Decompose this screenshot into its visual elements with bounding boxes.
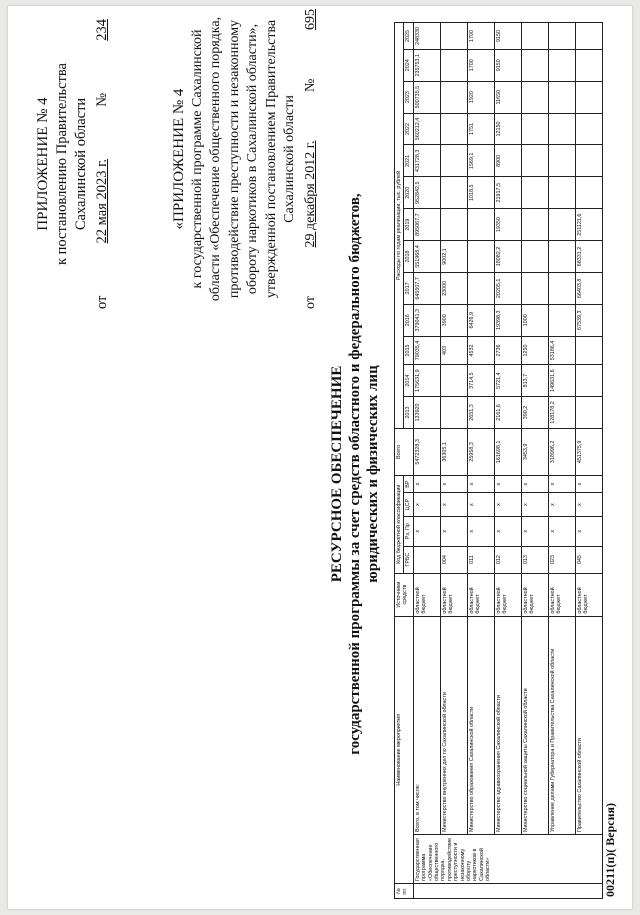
title-line: государственной программы за счет средств областного и федерального бюджетов, <box>347 193 363 755</box>
cell-year-value <box>521 241 548 273</box>
cell-year-value: 3714,5 <box>467 365 494 397</box>
cell-rz: x <box>413 516 440 546</box>
cell-vr: x <box>494 475 521 492</box>
cell-total: 161698,1 <box>494 428 521 475</box>
appendix-date-line <box>93 19 112 309</box>
cell-year-value <box>521 49 548 81</box>
header-year: 2018 <box>404 241 413 273</box>
cell-year-value <box>440 49 467 81</box>
cell-year-value: 5721,4 <box>494 365 521 397</box>
cell-year-value <box>440 209 467 241</box>
header-code: Код бюджетной классификации <box>395 475 404 573</box>
appendix-date: 29 декабря 2012 г. <box>302 140 318 248</box>
cell-grbs: 045 <box>575 546 602 573</box>
cell-year-value <box>521 81 548 113</box>
cell-year-value: 149631,6 <box>548 365 575 397</box>
cell-year-value <box>440 397 467 429</box>
cell-year-value: 68331,2 <box>575 241 602 273</box>
cell-year-value <box>548 81 575 113</box>
cell-year-value: 11650 <box>494 81 521 113</box>
cell-year-value: 133920 <box>413 397 440 429</box>
header-year: 2017 <box>404 272 413 304</box>
cell-year-value: 175631,9 <box>413 365 440 397</box>
appendix-line: утвержденной постановлением Правительства <box>263 19 279 299</box>
cell-year-value <box>548 304 575 336</box>
cell-source: областной бюджет <box>440 573 467 616</box>
header-total: Всего <box>395 428 414 475</box>
cell-rz: x <box>521 516 548 546</box>
cell-year-value: 20205,1 <box>494 272 521 304</box>
rotated-landscape-content <box>8 6 632 909</box>
cell-year-value: 2736 <box>494 336 521 364</box>
cell-year-value: 9002,1 <box>440 241 467 273</box>
cell-year-value: 235753,1 <box>413 49 440 81</box>
cell-year-value: 9150 <box>494 23 521 50</box>
cell-program-label: Государственная программа «Обеспечение общественного порядка, противодействие преступности и незаконному обороту наркотиков в Сахалинской области» <box>413 835 602 884</box>
appendix-line: к постановлению Правительства <box>54 63 70 265</box>
cell-year-value <box>575 49 602 81</box>
cell-name: Правительство Сахалинской области <box>575 616 602 834</box>
appendix-line: обороту наркотиков в Сахалинской области», <box>245 23 260 295</box>
cell-year-value <box>548 23 575 50</box>
cell-year-value: 1569,1 <box>467 145 494 177</box>
cell-grbs: 012 <box>494 546 521 573</box>
cell-rz: x <box>575 516 602 546</box>
cell-year-value <box>575 23 602 50</box>
cell-year-value: 1250 <box>521 336 548 364</box>
cell-year-value: 390,2 <box>521 397 548 429</box>
cell-year-value <box>575 397 602 429</box>
cell-year-value <box>467 241 494 273</box>
cell-year-value: 551968,4 <box>413 241 440 273</box>
from-label: от <box>94 295 110 309</box>
cell-num <box>413 884 602 899</box>
table-row <box>521 23 548 899</box>
cell-year-value: 1000 <box>521 304 548 336</box>
cell-vr: x <box>521 475 548 492</box>
cell-year-value: 248330 <box>413 23 440 50</box>
cell-rz: x <box>548 516 575 546</box>
header-source: Источники средств <box>395 573 414 616</box>
cell-year-value <box>521 23 548 50</box>
cell-year-value: 128178,2 <box>548 397 575 429</box>
cell-rz: x <box>467 516 494 546</box>
table-row <box>494 23 521 899</box>
cell-year-value: 6426,9 <box>467 304 494 336</box>
appendix-title: ПРИЛОЖЕНИЕ № 4 <box>35 97 51 231</box>
cell-source: областной бюджет <box>413 573 440 616</box>
header-year: 2019 <box>404 209 413 241</box>
resource-table <box>394 22 603 899</box>
cell-year-value: 1920 <box>467 81 494 113</box>
appendix-date-line <box>302 9 321 309</box>
appendix-title: «ПРИЛОЖЕНИЕ № 4 <box>171 88 187 230</box>
header-year: 2016 <box>404 304 413 336</box>
appendix-date: 22 мая 2023 г. <box>94 158 110 244</box>
cell-year-value <box>575 336 602 364</box>
cell-year-value: 19398,3 <box>494 304 521 336</box>
header-year: 2020 <box>404 177 413 209</box>
cell-year-value: 431728,3 <box>413 145 440 177</box>
header-code-col: ЦСР <box>404 493 413 516</box>
table-row <box>413 23 440 899</box>
header-year: 2025 <box>404 23 413 50</box>
cell-year-value: 251121,6 <box>575 209 602 241</box>
title-line: юридических и физических лиц <box>365 365 381 583</box>
cell-vr: x <box>467 475 494 492</box>
cell-total: 3453,9 <box>521 428 548 475</box>
cell-year-value: 9150 <box>494 49 521 81</box>
cell-year-value: 2651,3 <box>467 397 494 429</box>
cell-total: 318996,2 <box>548 428 575 475</box>
cell-source: областной бюджет <box>575 573 602 616</box>
cell-vr: x <box>413 475 440 492</box>
header-year: 2022 <box>404 113 413 145</box>
cell-year-value <box>548 209 575 241</box>
cell-year-value: 4532 <box>467 336 494 364</box>
cell-year-value <box>440 365 467 397</box>
cell-source: областной бюджет <box>521 573 548 616</box>
header-year: 2014 <box>404 365 413 397</box>
table-row <box>467 23 494 899</box>
appendix-number: 695 <box>302 9 318 30</box>
header-year: 2021 <box>404 145 413 177</box>
cell-grbs <box>413 546 440 573</box>
cell-year-value: 813,7 <box>521 365 548 397</box>
header-year: 2024 <box>404 49 413 81</box>
appendix-line: области «Обеспечение общественного порядка, <box>208 16 223 302</box>
cell-year-value: 12150 <box>494 113 521 145</box>
cell-year-value: 19350 <box>494 209 521 241</box>
header-year: 2023 <box>404 81 413 113</box>
cell-total: 451375,9 <box>575 428 602 475</box>
header-num: № пп. <box>395 884 414 899</box>
cell-year-value <box>548 113 575 145</box>
cell-name: Министерство внутренних дел по Сахалинской области <box>440 616 467 834</box>
cell-vr: x <box>440 475 467 492</box>
cell-name: Министерство образования Сахалинской области <box>467 616 494 834</box>
cell-source: областной бюджет <box>467 573 494 616</box>
cell-source: областной бюджет <box>494 573 521 616</box>
cell-name: Министерство здравоохранения Сахалинской области <box>494 616 521 834</box>
cell-year-value <box>521 272 548 304</box>
cell-year-value <box>467 209 494 241</box>
number-sign: № <box>94 92 110 107</box>
cell-grbs: 023 <box>548 546 575 573</box>
cell-year-value: 18082,2 <box>494 241 521 273</box>
header-year: 2013 <box>404 397 413 429</box>
cell-year-value <box>467 272 494 304</box>
cell-year-value: 21917,5 <box>494 177 521 209</box>
cell-name: Управление делами Губернатора и Правительства Сахалинской области <box>548 616 575 834</box>
header-code-col: Рз, Пр <box>404 516 413 546</box>
document-title <box>328 94 382 854</box>
appendix-block-top <box>34 19 112 309</box>
cell-year-value: 1700 <box>467 23 494 50</box>
table-row <box>548 23 575 899</box>
cell-year-value <box>548 177 575 209</box>
cell-year-value <box>521 209 548 241</box>
cell-year-value <box>440 23 467 50</box>
cell-year-value: 66403,8 <box>575 272 602 304</box>
cell-year-value <box>440 177 467 209</box>
cell-year-value: 403 <box>440 336 467 364</box>
cell-grbs: 011 <box>467 546 494 573</box>
header-years-group: Расходы по годам реализации, тыс. рублей <box>395 23 404 429</box>
appendix-block-bottom <box>170 9 320 309</box>
cell-source: областной бюджет <box>548 573 575 616</box>
appendix-line: к государственной программе Сахалинской <box>189 29 205 289</box>
cell-csr: x <box>440 493 467 516</box>
cell-csr: x <box>467 493 494 516</box>
cell-year-value <box>575 81 602 113</box>
document-page <box>8 6 632 909</box>
cell-year-value <box>440 113 467 145</box>
header-code-col: ВР <box>404 475 413 492</box>
from-label: от <box>302 296 318 309</box>
header-code-col: ГРБС <box>404 546 413 573</box>
cell-year-value: 8900 <box>494 145 521 177</box>
cell-rz: x <box>494 516 521 546</box>
cell-year-value: 952842,5 <box>413 177 440 209</box>
cell-csr: x <box>548 493 575 516</box>
cell-csr: x <box>413 493 440 516</box>
document-footer: 00211(п)( Версия) <box>603 803 617 897</box>
cell-year-value <box>575 113 602 145</box>
cell-year-value: 3900 <box>440 304 467 336</box>
appendix-line: Сахалинской области <box>282 95 297 223</box>
cell-name: Министерство социальной защиты Сахалинской области <box>521 616 548 834</box>
cell-year-value <box>521 145 548 177</box>
cell-year-value: 2161,6 <box>494 397 521 429</box>
cell-year-value <box>548 49 575 81</box>
cell-rz: x <box>440 516 467 546</box>
cell-grbs: 013 <box>521 546 548 573</box>
cell-total: 36305,1 <box>440 428 467 475</box>
cell-vr: x <box>548 475 575 492</box>
cell-year-value: 895067,7 <box>413 209 440 241</box>
cell-year-value <box>575 177 602 209</box>
table-row <box>440 23 467 899</box>
cell-total: 5472328,3 <box>413 428 440 475</box>
cell-year-value: 1751 <box>467 113 494 145</box>
cell-year-value <box>548 241 575 273</box>
cell-name: Всего, в том числе: <box>413 616 440 834</box>
cell-year-value <box>575 365 602 397</box>
header-name: Наименование мероприятия <box>395 616 414 883</box>
appendix-line: Сахалинской области <box>73 97 89 231</box>
cell-csr: x <box>575 493 602 516</box>
table-row <box>575 23 602 899</box>
cell-csr: x <box>521 493 548 516</box>
cell-year-value: 645507,7 <box>413 272 440 304</box>
title-line: РЕСУРСНОЕ ОБЕСПЕЧЕНИЕ <box>329 365 345 583</box>
cell-year-value: 500735,5 <box>413 81 440 113</box>
appendix-line: противодействие преступности и незаконному <box>226 19 242 299</box>
appendix-number: 234 <box>94 19 110 41</box>
cell-csr: x <box>494 493 521 516</box>
cell-year-value <box>548 272 575 304</box>
number-sign: № <box>302 78 318 92</box>
cell-year-value: 67539,3 <box>575 304 602 336</box>
cell-year-value <box>521 177 548 209</box>
cell-year-value: 53186,4 <box>548 336 575 364</box>
cell-year-value <box>575 145 602 177</box>
cell-year-value: 379041,3 <box>413 304 440 336</box>
cell-year-value: 1018,5 <box>467 177 494 209</box>
cell-vr: x <box>575 475 602 492</box>
cell-year-value: 23000 <box>440 272 467 304</box>
header-year: 2015 <box>404 336 413 364</box>
cell-year-value <box>440 145 467 177</box>
cell-year-value: 1700 <box>467 49 494 81</box>
cell-year-value <box>521 113 548 145</box>
cell-grbs: 004 <box>440 546 467 573</box>
cell-year-value: 79035,4 <box>413 336 440 364</box>
cell-year-value <box>440 81 467 113</box>
cell-total: 25958,3 <box>467 428 494 475</box>
cell-year-value <box>548 145 575 177</box>
cell-year-value: 560212,4 <box>413 113 440 145</box>
